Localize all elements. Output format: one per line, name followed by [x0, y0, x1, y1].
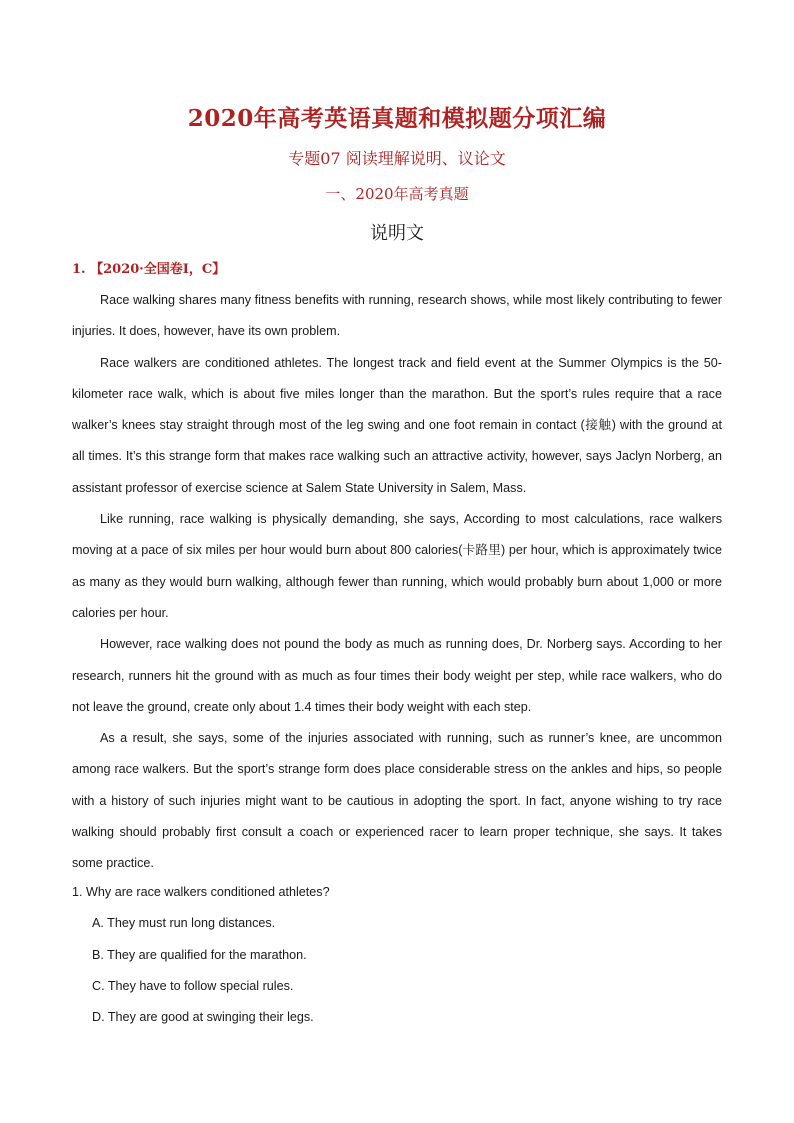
answer-option-b: B. They are qualified for the marathon.: [92, 947, 307, 962]
passage-paragraph: Race walkers are conditioned athletes. The longest track and field event at the Summer Olympics is the 50-kilometer race walk, which is about five miles longer than the marathon. But the sport’s rules require that a race walker’s knees stay straight through most of the leg swing and one foot remain in contact (接触) with the ground at all times. It’s this strange form that makes race walking such an attractive activity, however, says Jaclyn Norberg, an assistant professor of exercise science at Salem State University in Salem, Mass.: [72, 355, 722, 495]
passage-paragraph: However, race walking does not pound the body as much as running does, Dr. Norberg says. According to her research, runners hit the ground with as much as four times their body weight per step, while race walkers, who do not leave the ground, create only about 1.4 times their body weight with each step.: [72, 637, 722, 714]
answer-option-c: C. They have to follow special rules.: [92, 978, 294, 993]
genre-heading: 说明文: [370, 223, 424, 244]
reading-passage: [72, 285, 722, 880]
answer-option-a: A. They must run long distances.: [92, 916, 276, 931]
passage-paragraph: Race walking shares many fitness benefits with running, research shows, while most likely contributing to fewer injuries. It does, however, have its own problem.: [72, 293, 722, 339]
question-source: 1. 【2020·全国卷Ⅰ，C】: [72, 262, 226, 277]
document-title: 2020年高考英语真题和模拟题分项汇编: [187, 105, 607, 132]
section-heading: 一、2020年高考真题: [325, 185, 469, 203]
question-stem: 1. Why are race walkers conditioned athletes?: [72, 885, 330, 899]
passage-paragraph: Like running, race walking is physically demanding, she says, According to most calculations, race walkers moving at a pace of six miles per hour would burn about 800 calories(卡路里) per hour, which is approximately twice as many as they would burn walking, although fewer than running, which would probably burn about 1,000 or more calories per hour.: [72, 512, 722, 620]
passage-paragraph: As a result, she says, some of the injuries associated with running, such as runner’s knee, are uncommon among race walkers. But the sport’s strange form does place considerable stress on the ankles and hips, so people with a history of such injuries might want to be cautious in adopting the sport. In fact, anyone wishing to try race walking should probably first consult a coach or experienced racer to learn proper technique, she says. It takes some practice.: [72, 731, 722, 871]
answer-option-d: D. They are good at swinging their legs.: [92, 1010, 314, 1025]
question-block: [72, 877, 722, 1033]
topic-subtitle: 专题07 阅读理解说明、议论文: [288, 149, 506, 168]
